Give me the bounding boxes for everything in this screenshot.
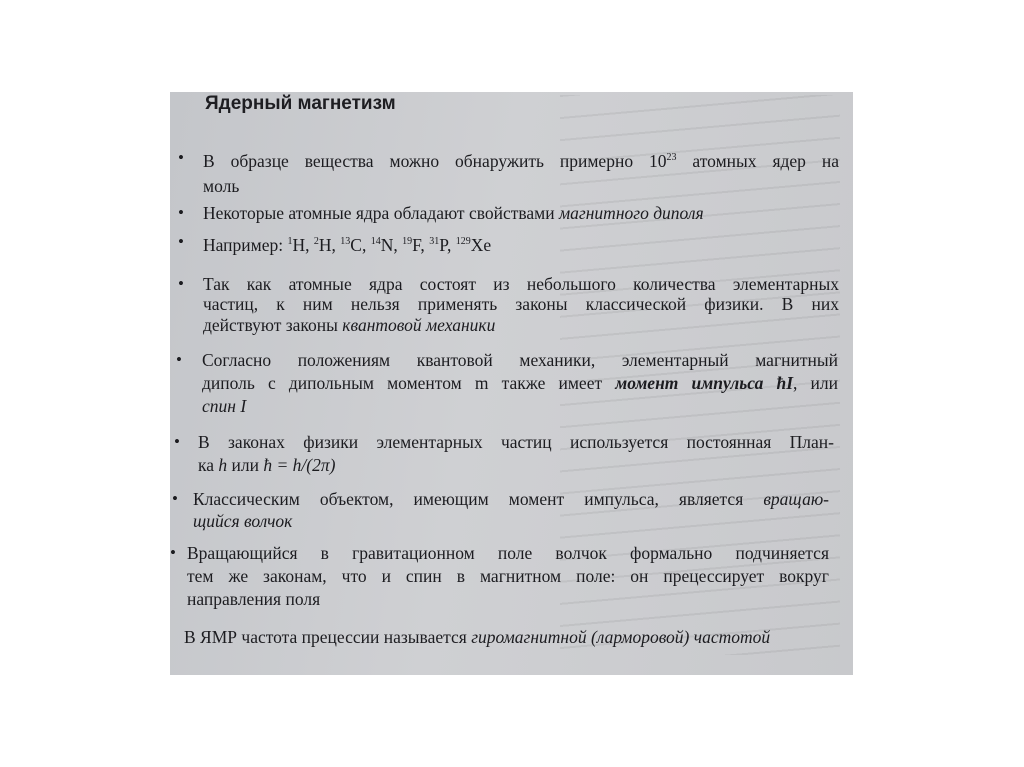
text-line: спин I <box>202 396 247 416</box>
bullet-icon: • <box>178 203 184 222</box>
bullet-icon: • <box>176 350 182 369</box>
text-line: щийся волчок <box>193 511 293 531</box>
text-line: тем же законам, что и спин в магнитном поле: он прецессирует вокруг <box>187 566 829 586</box>
text-line: В образце вещества можно обнаружить примерно $10^{23}$ атомных ядер на <box>203 150 839 171</box>
text-line: В законах физики элементарных частиц используется постоянная План- <box>198 432 834 452</box>
text-line: Так как атомные ядра состоят из небольшого количества элементарных <box>203 274 839 294</box>
text-line: Например: $^1$H, $^2$H, $^{13}$C, $^{14}$N, $^{19}$F, $^{31}$P, $^{129}$Xe <box>203 234 492 255</box>
text-line: ка h или ħ = h/(2π) <box>198 455 336 475</box>
text-line: диполь с дипольным моментом m также имеет момент импульса ħI, или <box>202 373 838 393</box>
bullet-icon: • <box>178 232 184 251</box>
text-line: Классическим объектом, имеющим момент импульса, является вращаю- <box>193 489 829 509</box>
text-line: действуют законы квантовой механики <box>203 315 496 335</box>
text-line: Некоторые атомные ядра обладают свойствами магнитного диполя <box>203 203 704 223</box>
text-line: частиц, к ним нельзя применять законы классической физики. В них <box>203 294 839 314</box>
text-line: моль <box>203 176 240 196</box>
text-line: Вращающийся в гравитационном поле волчок формально подчиняется <box>187 543 829 563</box>
bullet-icon: • <box>178 274 184 293</box>
bullet-icon: • <box>174 432 180 451</box>
bullet-icon: • <box>172 489 178 508</box>
section-title: Ядерный магнетизм <box>205 93 396 114</box>
text-line: Согласно положениям квантовой механики, элементарный магнитный <box>202 350 838 370</box>
text-line: В ЯМР частота прецессии называется гиромагнитной (ларморовой) частотой <box>184 627 771 647</box>
bullet-icon: • <box>170 543 176 562</box>
bullet-icon: • <box>178 148 184 167</box>
text-line: направления поля <box>187 589 321 609</box>
